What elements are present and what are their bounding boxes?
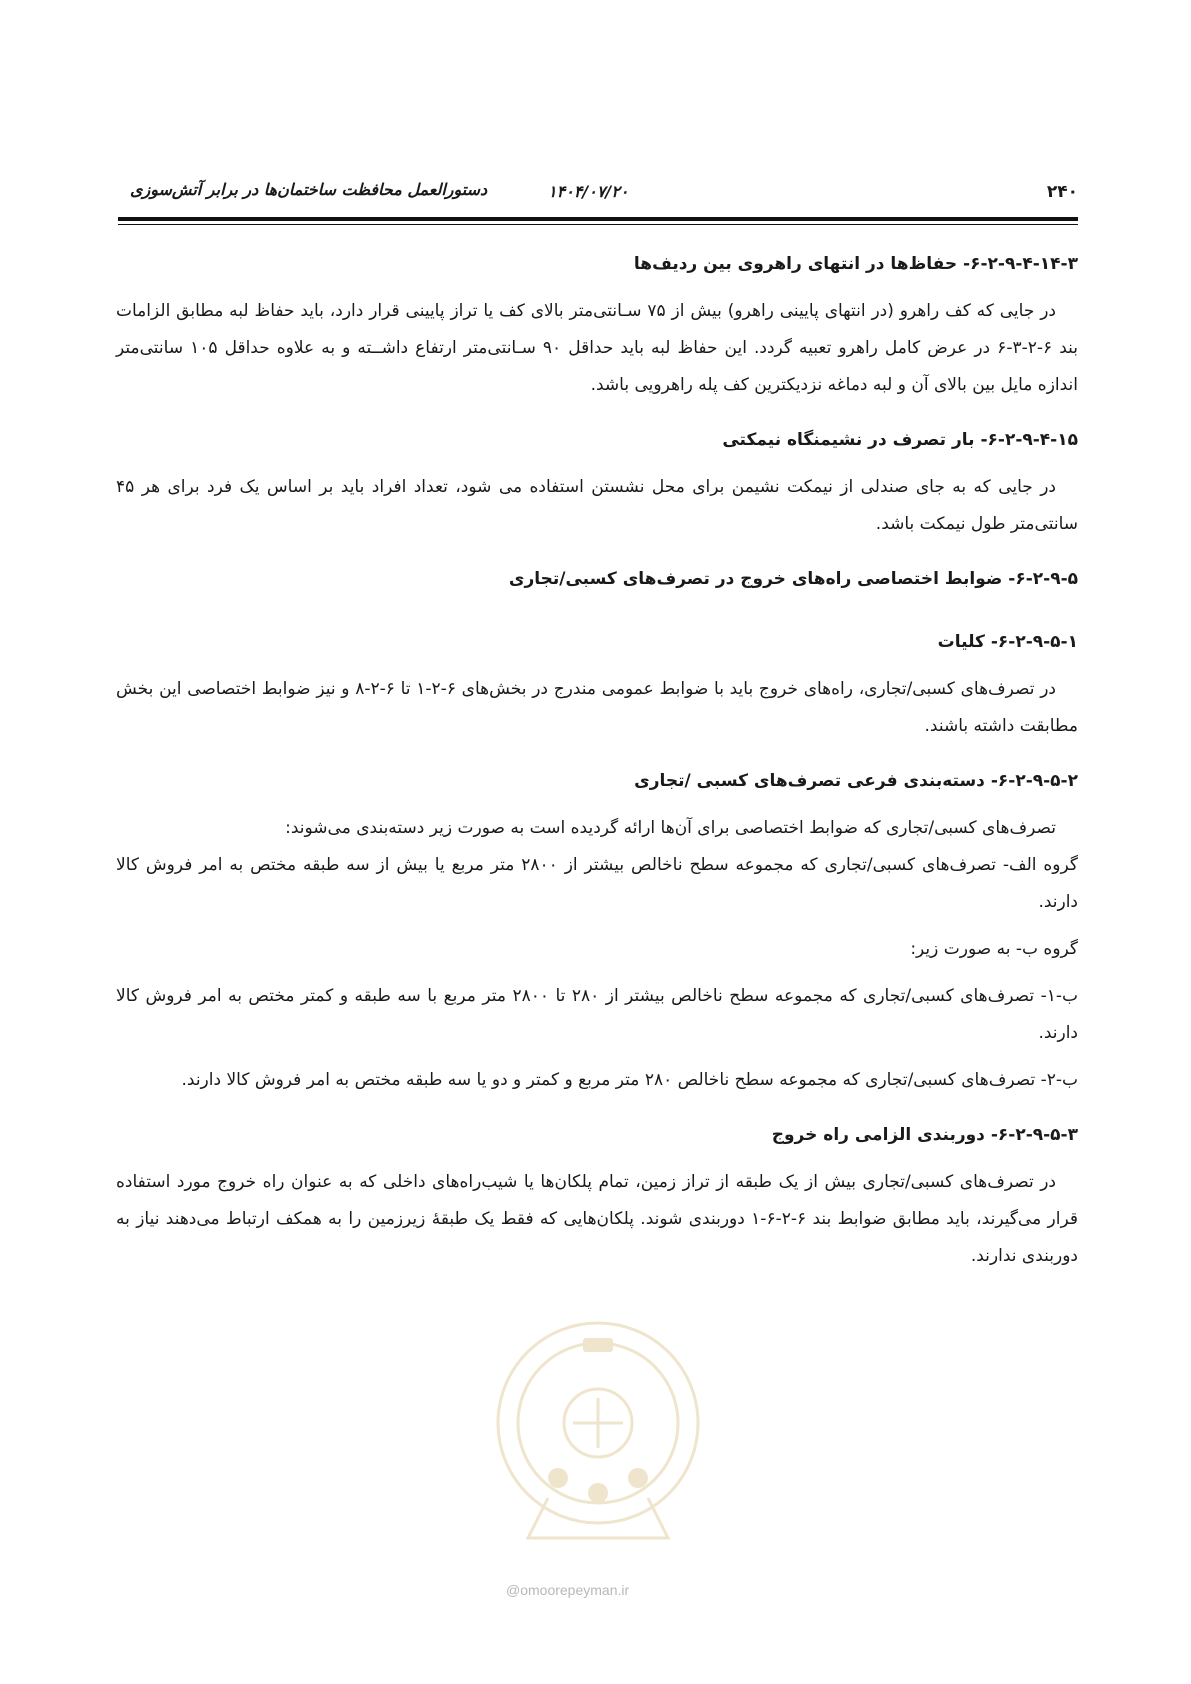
page-number: ۲۴۰ <box>1046 182 1078 202</box>
paragraph: در جایی که کف راهرو (در انتهای پایینی راهرو) بیش از ۷۵ سـانتی‌متر بالای کف یا تراز پایینی قرار دارد، باید حفاظ لبه مطابق الزامات بند ۶-۲-۳-۶ در عرض کامل راهرو تعبیه گردد. این حفاظ لبه باید حداقل ۹۰ سـانتی‌متر ارتفاع داشــته و به علاوه حداقل ۱۰۵ سانتی‌متر اندازه مایل بین بالای آن و لبه دماغه نزدیکترین کف پله راهرویی باشد. <box>116 301 1078 395</box>
section-heading: ۶-۲-۹-۵- ضوابط اختصاصی راه‌های خروج در تصرف‌های کسبی/تجاری <box>508 569 1078 589</box>
paragraph: در تصرف‌های کسبی/تجاری بیش از یک طبقه از تراز زمین، تمام پلکان‌ها یا شیب‌راه‌های داخلی که به عنوان راه خروج مورد استفاده قرار می‌گیرند، باید مطابق ضوابط بند ۶-۲-۶-۱ دوربندی شوند. پلکان‌هایی که فقط یک طبقۀ زیرزمین را به همکف ارتباط می‌دهند نیاز به دوربندی ندارند. <box>116 1172 1078 1266</box>
watermark-caption: @omoorepeyman.ir <box>506 1582 630 1598</box>
paragraph: در تصرف‌های کسبی/تجاری، راه‌های خروج باید با ضوابط عمومی مندرج در بخش‌های ۶-۲-۱ تا ۶-۲-۸ و نیز ضوابط اختصاصی این بخش مطابقت داشته باشند. <box>116 679 1078 736</box>
group-item: گروه ب- به صورت زیر: <box>910 939 1078 959</box>
header-date: ۱۴۰۴/۰۷/۲۰ <box>548 182 629 201</box>
section-heading: ۶-۲-۹-۵-۳- دوربندی الزامی راه خروج <box>771 1125 1078 1145</box>
paragraph: تصرف‌های کسبی/تجاری که ضوابط اختصاصی برای آن‌ها ارائه گردیده است به صورت زیر دسته‌بندی می‌شوند: <box>285 818 1056 838</box>
group-item: ب-۲- تصرف‌های کسبی/تجاری که مجموعه سطح ناخالص ۲۸۰ متر مربع و کمتر و دو یا سه طبقه مختص به امر فروش کالا دارند. <box>181 1070 1078 1090</box>
header-title: دستورالعمل محافظت ساختمان‌ها در برابر آتش‌سوزی <box>130 180 488 199</box>
group-item: گروه الف- تصرف‌های کسبی/تجاری که مجموعه سطح ناخالص بیشتر از ۲۸۰۰ متر مربع یا بیش از سه طبقه مختص به امر فروش کالا دارند. <box>116 855 1078 912</box>
header-rule-thin <box>118 224 1078 225</box>
page-body <box>116 246 1078 1275</box>
section-heading: ۶-۲-۹-۴-۱۴-۳- حفاظ‌ها در انتهای راهروی بین ردیف‌ها <box>633 254 1078 274</box>
group-item: ب-۱- تصرف‌های کسبی/تجاری که مجموعه سطح ناخالص بیشتر از ۲۸۰ تا ۲۸۰۰ متر مربع با سه طبقه و کمتر مختص به امر فروش کالا دارند. <box>116 986 1079 1043</box>
watermark-seal-icon <box>488 1298 708 1568</box>
section-heading: ۶-۲-۹-۵-۲- دسته‌بندی فرعی تصرف‌های کسبی /تجاری <box>634 771 1078 791</box>
header-rule-thick <box>118 217 1078 221</box>
page-header <box>118 178 1078 214</box>
paragraph: در جایی که به جای صندلی از نیمکت نشیمن برای محل نشستن استفاده می شود، تعداد افراد باید بر اساس یک فرد برای هر ۴۵ سانتی‌متر طول نیمکت باشد. <box>116 477 1078 534</box>
section-heading: ۶-۲-۹-۴-۱۵- بار تصرف در نشیمنگاه نیمکتی <box>722 430 1078 450</box>
section-heading: ۶-۲-۹-۵-۱- کلیات <box>937 632 1078 652</box>
